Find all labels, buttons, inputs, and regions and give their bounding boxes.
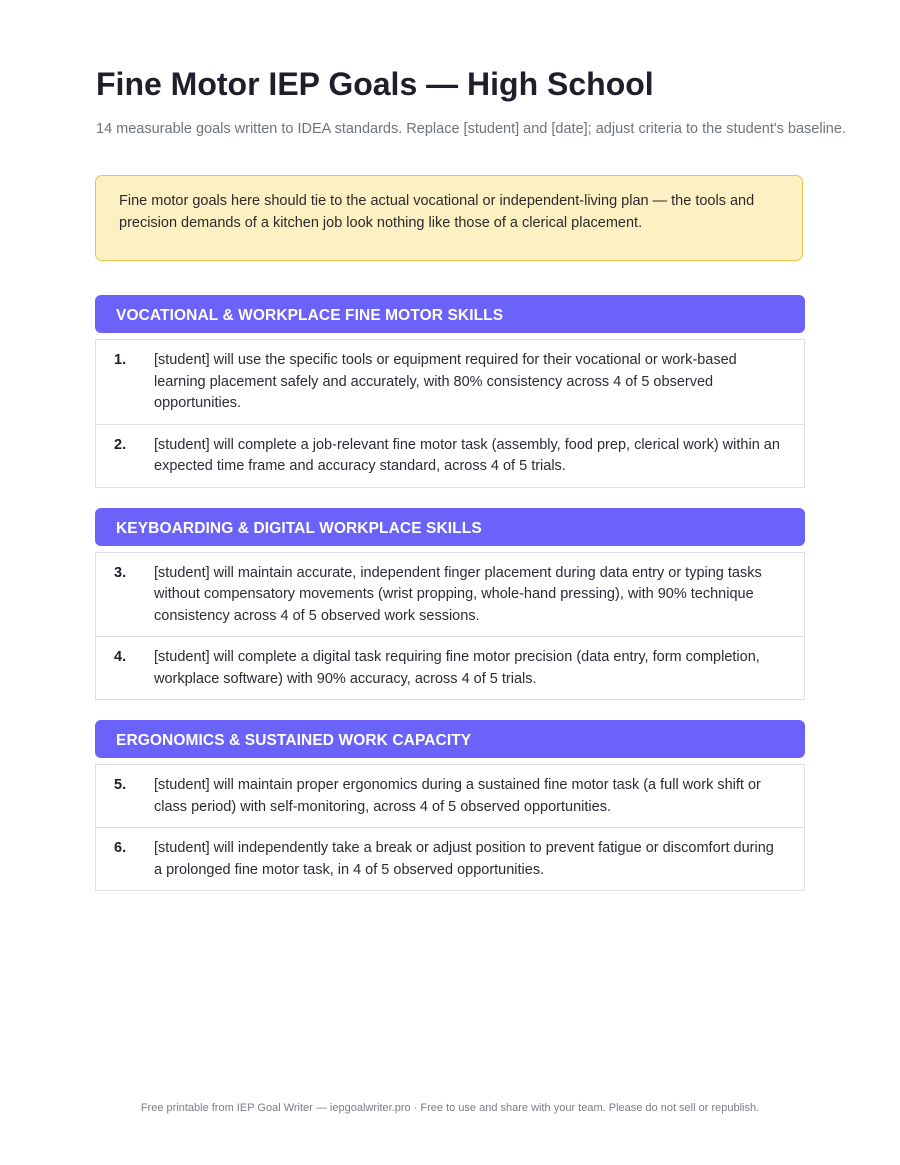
goal-number: 5. — [114, 777, 127, 793]
page-title: Fine Motor IEP Goals — High School — [96, 66, 654, 102]
goal-number: 2. — [114, 436, 127, 453]
section-header: VOCATIONAL & WORKPLACE FINE MOTOR SKILLS — [95, 295, 805, 333]
page-footer: Free printable from IEP Goal Writer — iepgoalwriter.pro · Free to use and share with your team. Please do not sell or republish. — [140, 1102, 760, 1114]
goal-item — [96, 553, 804, 637]
goal-text: [student] will maintain proper ergonomics during a sustained fine motor task (a full work shift or class period) with self-monitoring, across 4 of 5 observed opportunities. — [154, 777, 761, 815]
goal-list — [95, 764, 805, 891]
goal-text: [student] will use the specific tools or equipment required for their vocational or work-based learning placement safely and accurately, with 80% consistency across 4 of 5 observed opportunities. — [154, 352, 737, 411]
section-header: ERGONOMICS & SUSTAINED WORK CAPACITY — [95, 720, 805, 758]
goal-item — [96, 424, 804, 487]
goal-number: 3. — [114, 564, 127, 581]
goal-list — [95, 552, 805, 701]
callout-text: Fine motor goals here should tie to the actual vocational or independent-living plan — the tools and precision demands of a kitchen job look nothing like those of a clerical placement. — [119, 193, 755, 231]
goal-sections — [95, 295, 805, 911]
goal-item — [96, 827, 804, 890]
goal-text: [student] will complete a job-relevant fine motor task (assembly, food prep, clerical work) within an expected time frame and accuracy standard, across 4 of 5 trials. — [154, 436, 780, 474]
goal-item — [96, 765, 804, 827]
section-header: KEYBOARDING & DIGITAL WORKPLACE SKILLS — [95, 508, 805, 546]
goal-item — [96, 636, 804, 699]
section-ergonomics — [95, 720, 805, 891]
goal-number: 4. — [114, 649, 127, 665]
goal-text: [student] will independently take a break or adjust position to prevent fatigue or discomfort during a prolonged fine motor task, in 4 of 5 observed opportunities. — [154, 840, 774, 878]
goal-number: 1. — [114, 352, 127, 368]
goal-list — [95, 339, 805, 488]
goal-number: 6. — [114, 840, 127, 856]
goal-item — [96, 340, 804, 424]
page-subtitle: 14 measurable goals written to IDEA standards. Replace [student] and [date]; adjust criteria to the student's baseline. — [96, 121, 846, 137]
section-keyboarding — [95, 508, 805, 701]
section-vocational — [95, 295, 805, 488]
goal-text: [student] will maintain accurate, independent finger placement during data entry or typing tasks without compensatory movements (wrist propping, whole-hand pressing), with 90% technique consistency across 4 of 5 observed work sessions. — [154, 564, 762, 624]
callout-note — [95, 175, 803, 261]
goal-text: [student] will complete a digital task requiring fine motor precision (data entry, form completion, workplace software) with 90% accuracy, across 4 of 5 trials. — [154, 649, 760, 687]
